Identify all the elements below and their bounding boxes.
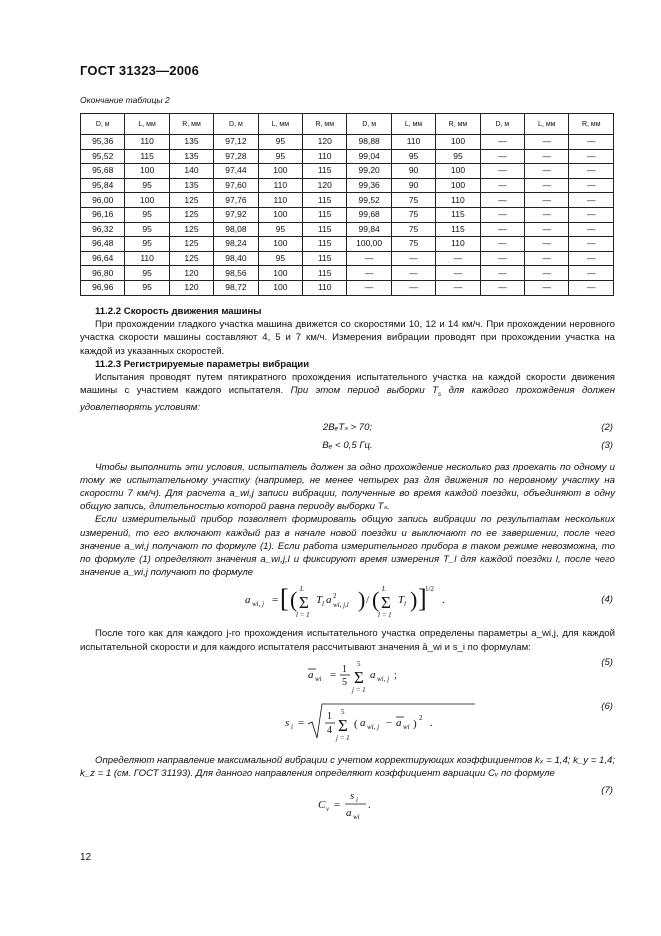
svg-text:2: 2: [419, 713, 423, 722]
table-cell: —: [480, 222, 524, 237]
table-cell: 100: [436, 135, 480, 150]
table-cell: —: [569, 207, 614, 222]
table-cell: 95: [391, 149, 435, 164]
table-cell: 115: [303, 164, 347, 179]
table-cell: 97,60: [214, 178, 258, 193]
table-cell: 95,36: [81, 135, 125, 150]
column-header: D, м: [214, 114, 258, 135]
table-cell: 115: [436, 207, 480, 222]
table-row: [81, 149, 614, 164]
table-cell: 120: [303, 135, 347, 150]
column-header: R, мм: [569, 114, 614, 135]
table-cell: —: [525, 149, 569, 164]
equation-2: 2BₑTₛ > 70; (2): [322, 421, 613, 433]
table-cell: 97,12: [214, 135, 258, 150]
table-cell: 95: [258, 135, 302, 150]
document-title: ГОСТ 31323—2006: [80, 63, 199, 78]
table-cell: 97,44: [214, 164, 258, 179]
svg-text:(: (: [354, 717, 358, 730]
column-header: L, мм: [525, 114, 569, 135]
table-cell: 98,56: [214, 266, 258, 281]
svg-text:a: a: [360, 716, 366, 729]
table-cell: 135: [169, 135, 213, 150]
table-body: [81, 135, 614, 296]
svg-text:v: v: [326, 805, 330, 814]
table-cell: 95: [258, 251, 302, 266]
table-cell: 95,84: [81, 178, 125, 193]
svg-text:]: ]: [418, 584, 427, 614]
table-cell: 120: [169, 280, 213, 295]
table-cell: 95: [125, 207, 169, 222]
paragraph-tests: Испытания проводят путем пятикратного прохождения испытательного участка на каждой скорости движения машины с участием каждого испытателя. При этом период выборки $T_s$ для каждого прохождения должен удовлетворять условиям:: [80, 372, 616, 414]
svg-text:4: 4: [327, 724, 332, 736]
section-heading-11-2-3: 11.2.3 Регистрируемые параметры вибрации: [95, 358, 310, 370]
svg-text:l = 1: l = 1: [378, 611, 392, 620]
table-cell: 110: [258, 193, 302, 208]
table-cell: —: [569, 149, 614, 164]
equation-5: a wi = 1 5 Σ 5 j = 1 a wi, j ; (5): [80, 654, 615, 694]
table-cell: —: [347, 266, 391, 281]
table-cell: 115: [303, 251, 347, 266]
svg-text:): ): [410, 587, 418, 613]
table-cell: 95: [125, 266, 169, 281]
table-cell: 75: [391, 207, 435, 222]
column-header: R, мм: [436, 114, 480, 135]
svg-text:1: 1: [327, 710, 332, 722]
table-cell: 110: [303, 280, 347, 295]
table-cell: —: [525, 266, 569, 281]
svg-text:Σ: Σ: [299, 593, 309, 613]
table-cell: 95,68: [81, 164, 125, 179]
table-cell: —: [569, 237, 614, 252]
table-cell: 100,00: [347, 237, 391, 252]
svg-text:l: l: [404, 600, 406, 609]
table-cell: —: [525, 178, 569, 193]
formula-4-graphic: [80, 579, 615, 621]
table-row: [81, 178, 614, 193]
svg-text:Σ: Σ: [381, 593, 391, 613]
table-cell: 98,08: [214, 222, 258, 237]
svg-text:i: i: [356, 796, 358, 805]
equation-6: s i = 1 4 Σ 5 j = 1 ( a wi, j − a wi ) 2 . (6): [80, 700, 615, 744]
table-cell: 140: [169, 164, 213, 179]
table-cell: 100: [436, 178, 480, 193]
svg-text:l: l: [322, 600, 324, 609]
table-cell: —: [569, 178, 614, 193]
svg-text:=: =: [272, 594, 279, 607]
table-row: [81, 237, 614, 252]
column-header: R, мм: [169, 114, 213, 135]
table-cell: 96,48: [81, 237, 125, 252]
table-cell: —: [347, 251, 391, 266]
table-cell: —: [480, 266, 524, 281]
table-cell: 100: [258, 237, 302, 252]
table-cell: 125: [169, 222, 213, 237]
table-cell: 100: [436, 164, 480, 179]
svg-text:L: L: [300, 585, 304, 594]
column-header: R, мм: [303, 114, 347, 135]
table-cell: 110: [258, 178, 302, 193]
table-cell: 115: [125, 149, 169, 164]
table-cell: 100: [258, 266, 302, 281]
table-cell: 96,96: [81, 280, 125, 295]
formula-6-graphic: [80, 700, 615, 744]
table-cell: —: [569, 222, 614, 237]
svg-text:a: a: [245, 594, 251, 607]
column-header: D, м: [480, 114, 524, 135]
table-cell: 99,04: [347, 149, 391, 164]
table-cell: 115: [436, 222, 480, 237]
column-header: L, мм: [125, 114, 169, 135]
table-cell: —: [525, 207, 569, 222]
svg-text:5: 5: [341, 707, 345, 716]
table-cell: 97,28: [214, 149, 258, 164]
table-cell: 115: [303, 237, 347, 252]
table-row: [81, 135, 614, 150]
svg-text:a: a: [308, 668, 314, 681]
table-cell: —: [525, 164, 569, 179]
svg-text:j = 1: j = 1: [352, 685, 366, 694]
table-cell: 115: [303, 193, 347, 208]
table-cell: 96,16: [81, 207, 125, 222]
table-cell: 95: [125, 222, 169, 237]
table-cell: 95: [436, 149, 480, 164]
svg-text:T: T: [398, 594, 405, 607]
svg-text:wi, j: wi, j: [377, 674, 390, 683]
table-cell: 95: [125, 178, 169, 193]
table-cell: —: [525, 222, 569, 237]
table-cell: 95: [258, 149, 302, 164]
table-cell: 99,52: [347, 193, 391, 208]
table-cell: —: [480, 237, 524, 252]
table-cell: —: [391, 280, 435, 295]
table-cell: —: [391, 266, 435, 281]
table-cell: 125: [169, 207, 213, 222]
table-cell: —: [569, 135, 614, 150]
svg-text:1: 1: [342, 663, 347, 675]
table-row: [81, 164, 614, 179]
svg-text:): ): [413, 717, 417, 730]
table-cell: 99,36: [347, 178, 391, 193]
svg-text:Σ: Σ: [354, 667, 364, 687]
table-cell: —: [480, 207, 524, 222]
svg-text:a: a: [396, 716, 402, 729]
table-cell: 75: [391, 222, 435, 237]
table-cell: —: [480, 149, 524, 164]
table-row: [81, 222, 614, 237]
data-table: [80, 113, 614, 296]
svg-text:L: L: [382, 585, 386, 594]
svg-text:a: a: [346, 807, 352, 820]
table-cell: —: [480, 193, 524, 208]
table-cell: 115: [303, 266, 347, 281]
column-header: L, мм: [391, 114, 435, 135]
table-cell: —: [525, 135, 569, 150]
table-cell: —: [436, 266, 480, 281]
svg-text:5: 5: [357, 659, 361, 668]
svg-text:Σ: Σ: [338, 715, 348, 735]
table-cell: 100: [258, 280, 302, 295]
svg-text:(: (: [290, 587, 298, 613]
table-cell: —: [525, 193, 569, 208]
svg-text:j = 1: j = 1: [336, 733, 350, 742]
svg-text:;: ;: [394, 668, 398, 681]
svg-text:wi: wi: [353, 813, 360, 821]
svg-text:=: =: [298, 716, 305, 729]
table-cell: —: [525, 280, 569, 295]
svg-text:.: .: [430, 716, 433, 729]
table-cell: 95,52: [81, 149, 125, 164]
svg-text:/: /: [366, 594, 370, 607]
table-cell: 96,64: [81, 251, 125, 266]
svg-text:−: −: [386, 716, 393, 729]
table-cell: 98,88: [347, 135, 391, 150]
table-cell: —: [391, 251, 435, 266]
table-cell: —: [525, 237, 569, 252]
table-cell: 96,32: [81, 222, 125, 237]
table-cell: 125: [169, 193, 213, 208]
svg-text:[: [: [280, 584, 289, 614]
table-row: [81, 207, 614, 222]
table-cell: 90: [391, 178, 435, 193]
table-cell: 97,76: [214, 193, 258, 208]
table-cell: 95: [125, 237, 169, 252]
table-cell: 115: [303, 222, 347, 237]
table-cell: 75: [391, 237, 435, 252]
svg-text:s: s: [350, 790, 355, 803]
table-row: [81, 266, 614, 281]
table-cell: —: [436, 280, 480, 295]
table-cell: 110: [391, 135, 435, 150]
formula-5-graphic: [80, 654, 615, 694]
table-cell: 110: [125, 135, 169, 150]
paragraph-conditions: Чтобы выполнить эти условия, испытатель должен за одно прохождение несколько раз проехать по одному и тому же испытательному участку (например, не менее четырех раз для движения по неровному участку на скорости 7 км/ч). Для расчета a_wi,j записи вибрации, полученные во время каждой поездки, объединяют в одну общую запись, длительностью которой равна периоду выборки Tₛ.: [80, 461, 615, 513]
table-cell: —: [569, 193, 614, 208]
table-cell: 97,92: [214, 207, 258, 222]
table-row: [81, 193, 614, 208]
table-cell: 98,72: [214, 280, 258, 295]
column-header: D, м: [81, 114, 125, 135]
svg-text:wi: wi: [315, 674, 322, 683]
table-cell: 95: [125, 280, 169, 295]
table-cell: 98,24: [214, 237, 258, 252]
equation-3: Bₑ < 0,5 Гц. (3): [322, 439, 613, 451]
paragraph-after-passes: После того как для каждого j-го прохождения испытательного участка определены параметры a_wi,j, для каждой испытательной скорости и для каждого испытателя рассчитывают значения ā_wi и s_i по формулам:: [80, 628, 615, 653]
svg-text:.: .: [442, 594, 445, 607]
table-cell: —: [480, 164, 524, 179]
table-header-row: [81, 114, 614, 135]
svg-text:wi, j: wi, j: [252, 600, 265, 609]
table-cell: 125: [169, 237, 213, 252]
table-cell: —: [436, 251, 480, 266]
paragraph-measuring-device: Если измерительный прибор позволяет формировать общую запись вибрации по результатам нескольких измерений, то его включают каждый раз в начале новой поездки и выключают по ее завершении, после чего значение a_wi,j получают по формуле (1). Если работа измерительного прибора в таком режиме невозможна, то по формуле (1) определяют значения a_wi,j,l и фиксируют время измерения T_l для каждой поездки l, после чего значение a_wi,j получают по формуле: [80, 514, 615, 579]
table-cell: —: [525, 251, 569, 266]
svg-text:i: i: [291, 722, 293, 731]
table-cell: 96,80: [81, 266, 125, 281]
table-cell: 120: [303, 178, 347, 193]
svg-text:wi, j: wi, j: [367, 722, 380, 731]
paragraph-speed: При прохождении гладкого участка машина движется со скоростями 10, 12 и 14 км/ч. При прохождении неровного участка скорости машины составляют 4, 5 и 7 км/ч. Измерения вибрации проводят при прохождении участка на каждой из указанных скоростей.: [80, 319, 615, 357]
svg-text:C: C: [318, 799, 326, 812]
table-cell: 100: [258, 207, 302, 222]
table-cell: 95: [258, 222, 302, 237]
table-cell: 96,00: [81, 193, 125, 208]
paragraph-max-vibration: Определяют направление максимальной вибрации с учетом корректирующих коэффициентов kₓ = 1,4; k_y = 1,4; k_z = 1 (см. ГОСТ 31193). Для данного направления определяют коэффициент вариации Cᵥ по формуле: [80, 754, 615, 779]
table-cell: 115: [303, 207, 347, 222]
table-row: [81, 251, 614, 266]
table-cell: —: [569, 266, 614, 281]
svg-text:s: s: [285, 716, 290, 729]
table-cell: —: [569, 164, 614, 179]
table-cell: 135: [169, 149, 213, 164]
column-header: D, м: [347, 114, 391, 135]
svg-text:a: a: [326, 594, 332, 607]
svg-text:l = 1: l = 1: [296, 611, 310, 620]
table-cell: 110: [436, 193, 480, 208]
table-cell: —: [347, 280, 391, 295]
table-cell: 100: [125, 164, 169, 179]
table-cell: —: [480, 135, 524, 150]
table-cell: 99,20: [347, 164, 391, 179]
table-cell: 110: [125, 251, 169, 266]
svg-text:=: =: [330, 668, 337, 681]
table-cell: 135: [169, 178, 213, 193]
table-caption: Окончание таблицы 2: [80, 95, 170, 105]
svg-text:5: 5: [342, 676, 347, 688]
table-cell: 98,40: [214, 251, 258, 266]
svg-text:a: a: [370, 668, 376, 681]
table-cell: —: [569, 280, 614, 295]
table-cell: 110: [436, 237, 480, 252]
svg-text:.: .: [368, 799, 371, 812]
table-cell: 125: [169, 251, 213, 266]
table-cell: 99,68: [347, 207, 391, 222]
table-cell: —: [480, 178, 524, 193]
table-cell: 100: [258, 164, 302, 179]
column-header: L, мм: [258, 114, 302, 135]
table-cell: 90: [391, 164, 435, 179]
page-number: 12: [80, 852, 92, 863]
svg-text:(: (: [372, 587, 380, 613]
formula-7-graphic: [80, 784, 615, 820]
table-cell: —: [480, 251, 524, 266]
equation-7: C v = s i a wi . (7): [80, 784, 615, 820]
table-cell: 120: [169, 266, 213, 281]
text-body: [80, 305, 615, 820]
equation-4: a wi, j = [ ( Σ L l = 1 T l a 2 wi, j,l ) / ( Σ L l = 1 T l ) ] 1/2 . (4): [80, 579, 615, 621]
svg-text:): ): [358, 587, 366, 613]
table-cell: —: [480, 280, 524, 295]
table-cell: 75: [391, 193, 435, 208]
table-cell: 100: [125, 193, 169, 208]
table-row: [81, 280, 614, 295]
svg-text:wi, j,l: wi, j,l: [333, 601, 349, 610]
table-cell: 110: [303, 149, 347, 164]
svg-text:T: T: [316, 594, 323, 607]
section-heading-11-2-2: 11.2.2 Скорость движения машины: [95, 306, 262, 317]
table-cell: 99,84: [347, 222, 391, 237]
svg-text:=: =: [334, 799, 341, 812]
svg-text:1/2: 1/2: [425, 585, 434, 594]
svg-text:2: 2: [333, 592, 337, 601]
table-cell: —: [569, 251, 614, 266]
svg-text:wi: wi: [403, 722, 410, 731]
